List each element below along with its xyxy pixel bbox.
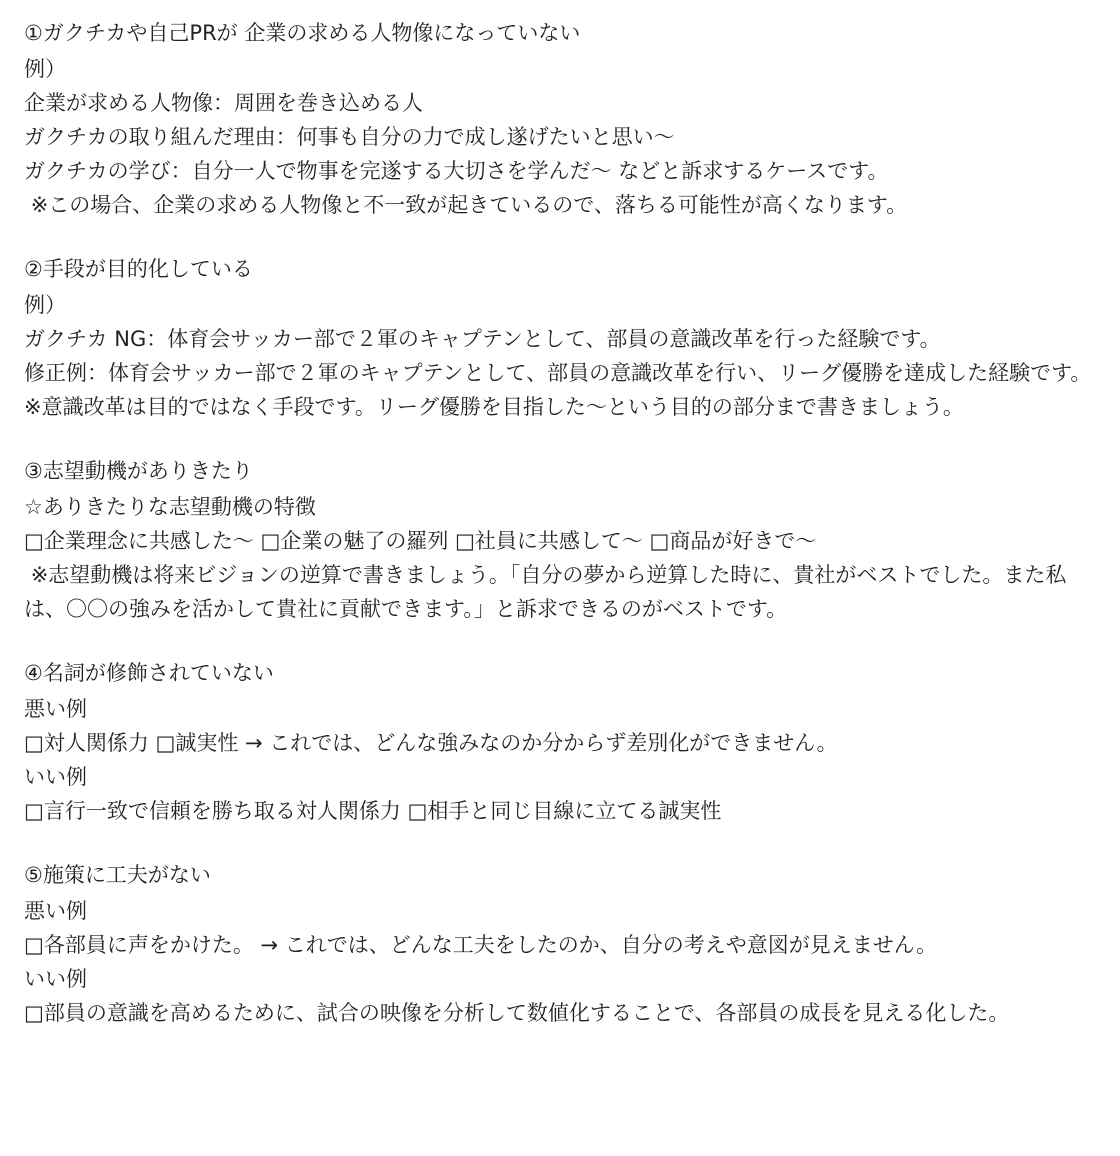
text-line: 企業が求める人物像：周囲を巻き込める人	[24, 91, 423, 115]
checklist-line: □各部員に声をかけた。 → これでは、どんな工夫をしたのか、自分の考えや意図が見えません。	[24, 933, 938, 957]
bad-example-label: 悪い例	[24, 697, 87, 721]
text-line: ガクチカの取り組んだ理由：何事も自分の力で成し遂げたいと思い〜	[24, 125, 675, 149]
section-3	[24, 454, 1100, 626]
section-heading: ⑤施策に工夫がない	[24, 863, 211, 887]
good-example-label: いい例	[24, 967, 87, 991]
text-line: ガクチカの学び：自分一人で物事を完遂する大切さを学んだ〜 などと訴求するケースです。	[24, 159, 889, 183]
section-heading: ①ガクチカや自己PRが 企業の求める人物像になっていない	[24, 21, 581, 45]
section-heading: ③志望動機がありきたり	[24, 459, 253, 483]
text-line: 例）	[24, 57, 66, 81]
text-line: ☆ありきたりな志望動機の特徴	[24, 495, 316, 519]
section-2	[24, 252, 1100, 424]
text-line: ガクチカ NG：体育会サッカー部で２軍のキャプテンとして、部員の意識改革を行った経験です。	[24, 327, 941, 351]
section-5	[24, 858, 1100, 1030]
section-heading: ②手段が目的化している	[24, 257, 253, 281]
text-line: 例）	[24, 293, 66, 317]
checklist-line: □対人関係力 □誠実性 → これでは、どんな強みなのか分からず差別化ができません。	[24, 731, 838, 755]
note-line: ※志望動機は将来ビジョンの逆算で書きましょう。「自分の夢から逆算した時に、貴社がベストでした。また私は、〇〇の強みを活かして貴社に貢献できます。」と訴求できるのがベストです。	[24, 563, 1067, 621]
section-heading: ④名詞が修飾されていない	[24, 661, 274, 685]
section-4	[24, 656, 1100, 828]
bad-example-label: 悪い例	[24, 899, 87, 923]
checklist-line: □企業理念に共感した〜 □企業の魅了の羅列 □社員に共感して〜 □商品が好きで〜	[24, 529, 817, 553]
note-line: ※この場合、企業の求める人物像と不一致が起きているので、落ちる可能性が高くなります。	[24, 193, 908, 217]
checklist-line: □言行一致で信頼を勝ち取る対人関係力 □相手と同じ目線に立てる誠実性	[24, 799, 722, 823]
section-1	[24, 16, 1100, 222]
text-line: 修正例：体育会サッカー部で２軍のキャプテンとして、部員の意識改革を行い、リーグ優勝を達成した経験です。	[24, 361, 1092, 385]
good-example-label: いい例	[24, 765, 87, 789]
note-line: ※意識改革は目的ではなく手段です。リーグ優勝を目指した〜という目的の部分まで書きましょう。	[24, 395, 964, 419]
checklist-line: □部員の意識を高めるために、試合の映像を分析して数値化することで、各部員の成長を見える化した。	[24, 1001, 1010, 1025]
